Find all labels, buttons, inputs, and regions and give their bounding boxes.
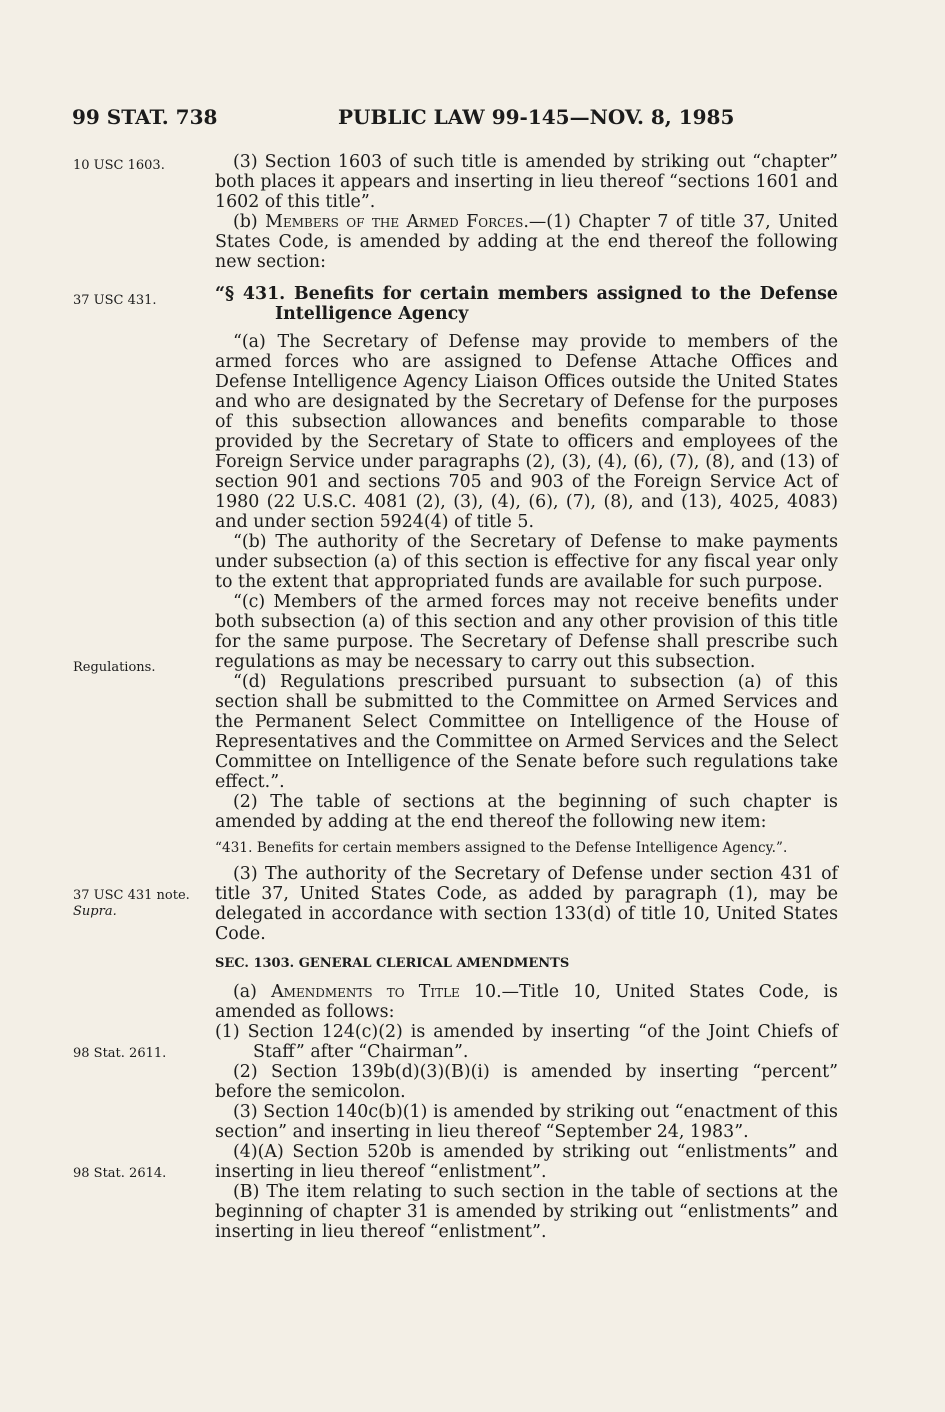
paragraph-3-section-1603: (3) Section 1603 of such title is amended by striking out “chapter” both places it appears and inserting in lieu thereof “sections 1601 and 1602 of this title”. xyxy=(215,152,838,212)
subsection-a: “(a) The Secretary of Defense may provide to members of the armed forces who are assigned to Defense Attache Offices and Defense Intelligence Agency Liaison Offices outside the United States and who are designated by the Secretary of Defense for the purposes of this subsection allowances and benefits comparable to those provided by the Secretary of State to officers and employees of the Foreign Service under paragraphs (2), (3), (4), (6), (7), (8), and (13) of section 901 and sections 705 and 903 of the Foreign Service Act of 1980 (22 U.S.C. 4081 (2), (3), (4), (6), (7), (8), and (13), 4025, 4083) and under section 5924(4) of title 5. xyxy=(215,332,838,532)
item-1-text: (1) Section 124(c)(2) is amended by inserting “of the Joint Chiefs of Staff” after “Chairman”. xyxy=(215,1022,838,1062)
paragraph-b-members xyxy=(215,212,838,272)
paragraph-a-amendments xyxy=(215,982,838,1022)
margin-note-10-usc-1603: 10 USC 1603. xyxy=(73,158,165,173)
para-b-lead: (b) xyxy=(233,212,266,232)
section-1303-title: SEC. 1303. GENERAL CLERICAL AMENDMENTS xyxy=(215,956,570,971)
para-a-lead: (a) xyxy=(233,982,272,1002)
margin-note-regulations: Regulations. xyxy=(73,660,156,675)
table-of-sections-item: “431. Benefits for certain members assigned to the Defense Intelligence Agency.”. xyxy=(215,840,788,856)
subsection-b: “(b) The authority of the Secretary of Defense to make payments under subsection (a) of this section is effective for any fiscal year only to the extent that appropriated funds are available for such purpose. xyxy=(215,532,838,592)
para-a-heading: Amendments to Title 10 xyxy=(271,982,497,1002)
item-1 xyxy=(215,1022,838,1062)
paragraph-2-table: (2) The table of sections at the beginning of such chapter is amended by adding at the end thereof the following new item: xyxy=(215,792,838,832)
margin-note-98-stat-2611: 98 Stat. 2611. xyxy=(73,1046,167,1061)
margin-note-37-usc-431: 37 USC 431. xyxy=(73,293,157,308)
margin-note-37-usc-431-note xyxy=(73,888,190,920)
subsection-c: “(c) Members of the armed forces may not receive benefits under both subsection (a) of this section and any other provision of this title for the same purpose. The Secretary of Defense shall prescribe such regulations as may be necessary to carry out this subsection. xyxy=(215,592,838,672)
item-4b: (B) The item relating to such section in the table of sections at the beginning of chapter 31 is amended by striking out “enlistments” and inserting in lieu thereof “enlistment”. xyxy=(215,1182,838,1242)
item-3: (3) Section 140c(b)(1) is amended by striking out “enactment of this section” and inserting in lieu thereof “September 24, 1983”. xyxy=(215,1102,838,1142)
section-431-heading: “§ 431. Benefits for certain members assigned to the Defense Intelligence Agency xyxy=(215,284,838,324)
margin-note-note-ref: 37 USC 431 note. xyxy=(73,888,190,903)
margin-note-98-stat-2614: 98 Stat. 2614. xyxy=(73,1166,167,1181)
stat-page-number: 99 STAT. 738 xyxy=(72,105,218,129)
subsection-d: “(d) Regulations prescribed pursuant to subsection (a) of this section shall be submitted to the Committee on Armed Services and the Permanent Select Committee on Intelligence of the House of Representatives and the Committee on Armed Services and the Select Committee on Intelligence of the Senate before such regulations take effect.”. xyxy=(215,672,838,792)
item-2: (2) Section 139b(d)(3)(B)(i) is amended by inserting “percent” before the semicolon. xyxy=(215,1062,838,1102)
law-date-title: PUBLIC LAW 99-145—NOV. 8, 1985 xyxy=(338,105,735,129)
para-b-heading: Members of the Armed Forces xyxy=(265,212,524,232)
para-a-rest: .—Title 10, United States Code, is amended as follows: xyxy=(215,982,838,1022)
margin-note-supra xyxy=(73,904,190,920)
item-4a: (4)(A) Section 520b is amended by striking out “enlistments” and inserting in lieu thereof “enlistment”. xyxy=(215,1142,838,1182)
supra-text: Supra. xyxy=(73,904,117,919)
document-body xyxy=(215,152,838,1242)
running-header xyxy=(72,105,735,129)
paragraph-3-authority: (3) The authority of the Secretary of Defense under section 431 of title 37, United States Code, as added by paragraph (1), may be delegated in accordance with section 133(d) of title 10, United States Code. xyxy=(215,864,838,944)
para-b-rest: .—(1) Chapter 7 of title 37, United States Code, is amended by adding at the end thereof the following new section: xyxy=(215,212,838,272)
